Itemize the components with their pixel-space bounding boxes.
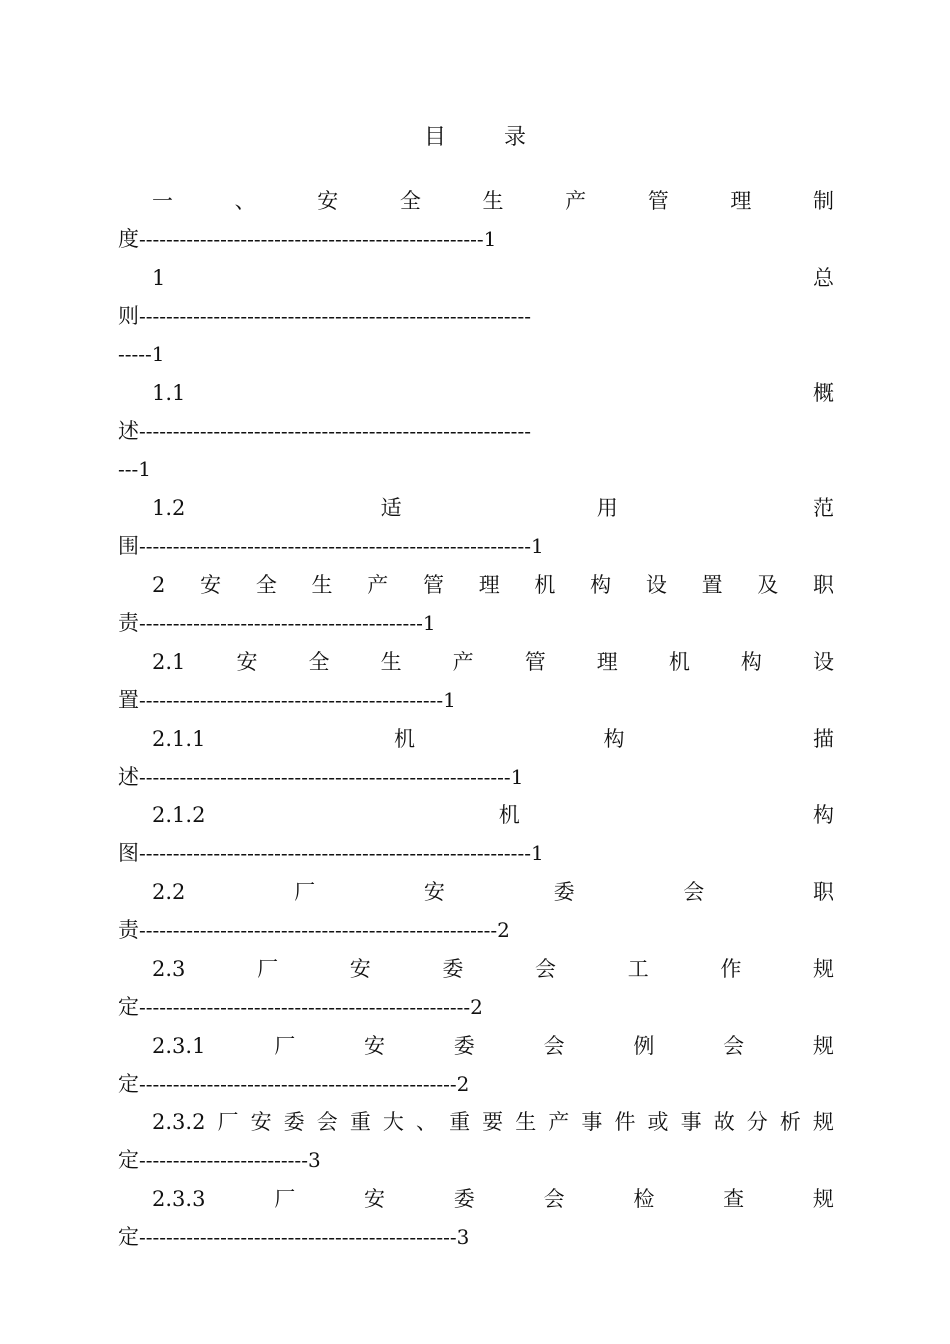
toc-page-number: 2: [470, 995, 483, 1019]
toc-entry-token: 会: [543, 1034, 565, 1058]
toc-entry-token: 厂: [274, 1034, 296, 1058]
toc-entry-token: 范: [812, 496, 834, 520]
toc-leader-dashes: ----------------------------------------------------------: [139, 304, 531, 328]
toc-entry-token: 置: [701, 573, 723, 597]
toc-entry-heading: [152, 493, 834, 523]
toc-entry-token: 构: [603, 727, 625, 751]
toc-entry-token: 一: [152, 189, 173, 213]
toc-entry-heading: [152, 877, 834, 907]
toc-entry-tail: 定: [118, 1225, 139, 1249]
toc-page-number: 1: [510, 765, 524, 789]
toc-entry-token: 要: [482, 1110, 504, 1134]
toc-leader-dashes: ---------------------------------------------------: [139, 227, 484, 251]
toc-leader-dashes: ------------------------------------------: [139, 611, 423, 635]
toc-entry-token: 重: [349, 1110, 371, 1134]
toc-entry-leader: [118, 301, 834, 331]
toc-entry-heading: [152, 954, 834, 984]
toc-entry-leader: [118, 224, 834, 254]
toc-entry-token: 规: [813, 957, 834, 981]
toc-leader-dashes: -----------------------------------------------: [139, 1072, 457, 1096]
toc-entry-tail: 定: [118, 995, 139, 1019]
toc-entry-token: 查: [723, 1187, 745, 1211]
toc-entry-token: 理: [478, 573, 500, 597]
toc-entry-token: 2.3.1: [152, 1034, 206, 1058]
toc-entry-tail: 责: [118, 611, 139, 635]
toc-entry-token: 安: [423, 880, 445, 904]
toc-page-number: 3: [307, 1148, 321, 1172]
toc-entry-token: 构: [813, 803, 834, 827]
toc-entry-token: 委: [453, 1034, 475, 1058]
toc-entry-token: 制: [813, 189, 834, 213]
toc-entry-token: 安: [250, 1110, 272, 1134]
toc-entry-token: 管: [422, 573, 444, 597]
toc-page-number: 1: [530, 534, 544, 558]
toc-entry-token: 厂: [294, 880, 316, 904]
toc-entry-heading: [152, 647, 834, 677]
toc-entry-heading: [152, 1184, 834, 1214]
toc-entry-heading: [152, 186, 834, 216]
toc-page-number: 2: [456, 1072, 470, 1096]
toc-entry-token: 析: [779, 1110, 801, 1134]
toc-entry-token: 会: [683, 880, 705, 904]
toc-entry-token: 安: [236, 650, 258, 674]
toc-entry-token: 生: [311, 573, 333, 597]
toc-entry-heading: [152, 378, 834, 408]
toc-entry-token: 委: [453, 1187, 475, 1211]
toc-leader-dashes: ----------------------------------------------------------: [139, 534, 531, 558]
toc-entry-token: 1.2: [152, 496, 186, 520]
toc-entry-leader: [118, 992, 834, 1022]
title-char: 录: [504, 125, 527, 150]
toc-entry-tail: 定: [118, 1072, 139, 1096]
toc-page-number: 2: [497, 918, 510, 942]
toc-entry-token: 2.3.3: [152, 1187, 206, 1211]
toc-entry-token: 工: [627, 957, 649, 981]
toc-entry-token: 总: [813, 266, 834, 290]
toc-page-number: -----1: [118, 342, 165, 366]
toc-leader-dashes: -------------------------: [139, 1148, 308, 1172]
title-char: 目: [423, 125, 446, 150]
toc-entry-token: 、: [234, 189, 256, 213]
toc-entry-token: 及: [757, 573, 779, 597]
toc-entry-token: 产: [367, 573, 389, 597]
toc-entry-tail: 述: [118, 765, 139, 789]
toc-page-number: 3: [456, 1225, 470, 1249]
toc-entry-heading: [152, 263, 834, 293]
toc-entry-token: 产: [452, 650, 474, 674]
toc-entry-token: 全: [399, 189, 421, 213]
toc-page-number: 1: [443, 688, 456, 712]
toc-page-number: 1: [483, 227, 497, 251]
toc-entry-token: 产: [565, 189, 587, 213]
toc-entry-leader: [118, 416, 834, 446]
toc-entry-token: 理: [730, 189, 752, 213]
toc-entry-token: 大: [382, 1110, 404, 1134]
toc-entry-token: 机: [534, 573, 556, 597]
toc-leader-dashes: ----------------------------------------------------------: [139, 841, 531, 865]
toc-entry-token: 厂: [217, 1110, 239, 1134]
toc-entry-token: 机: [668, 650, 690, 674]
toc-entry-tail: 度: [118, 227, 139, 251]
toc-entry-leader: [118, 1222, 834, 1252]
toc-entry-token: 2.1.2: [152, 803, 206, 827]
toc-entry-token: 全: [308, 650, 330, 674]
toc-entry-leader: [118, 608, 834, 638]
toc-entry-token: 2.3.2: [152, 1110, 206, 1134]
toc-entry-token: 安: [349, 957, 371, 981]
toc-entry-continuation: [118, 339, 834, 369]
toc-entry-token: 重: [449, 1110, 471, 1134]
toc-entry-tail: 责: [118, 918, 139, 942]
toc-leader-dashes: -------------------------------------------------: [139, 995, 471, 1019]
toc-entry-tail: 述: [118, 419, 139, 443]
toc-entry-tail: 围: [118, 534, 139, 558]
toc-entry-token: 委: [442, 957, 464, 981]
toc-entry-token: 机: [393, 727, 415, 751]
toc-entry-token: 管: [524, 650, 546, 674]
toc-entry-token: 会: [316, 1110, 338, 1134]
toc-entry-heading: [152, 1031, 834, 1061]
toc-entry-token: 厂: [274, 1187, 296, 1211]
toc-entry-token: 设: [812, 650, 834, 674]
toc-entry-token: 2.1: [152, 650, 186, 674]
toc-entry-token: 1: [152, 266, 166, 290]
toc-entry-token: 会: [543, 1187, 565, 1211]
toc-entry-token: 机: [498, 803, 520, 827]
toc-entry-token: 规: [812, 1034, 834, 1058]
toc-entry-token: 生: [380, 650, 402, 674]
toc-entry-token: 2: [152, 573, 166, 597]
toc-leader-dashes: -------------------------------------------------------: [139, 765, 511, 789]
toc-entry-heading: [152, 724, 834, 754]
toc-entry-token: 构: [740, 650, 762, 674]
toc-entry-token: 会: [535, 957, 557, 981]
toc-entry-token: 产: [548, 1110, 570, 1134]
toc-entry-token: 设: [645, 573, 667, 597]
toc-entry-leader: [118, 531, 834, 561]
toc-entry-token: 生: [482, 189, 504, 213]
toc-entry-token: 用: [596, 496, 618, 520]
toc-entry-token: 适: [380, 496, 402, 520]
toc-entry-token: 例: [633, 1034, 655, 1058]
toc-entry-token: 厂: [257, 957, 279, 981]
toc-entry-token: 安: [317, 189, 339, 213]
page-title: [0, 120, 950, 151]
toc-entry-token: 全: [255, 573, 277, 597]
toc-leader-dashes: ----------------------------------------------------------: [139, 419, 531, 443]
toc-entry-tail: 定: [118, 1148, 139, 1172]
toc-entry-token: 职: [813, 880, 834, 904]
toc-entry-token: 职: [813, 573, 834, 597]
toc-entry-token: 、: [415, 1110, 437, 1134]
toc-entry-token: 2.3: [152, 957, 186, 981]
toc-entry-token: 构: [590, 573, 612, 597]
toc-entry-token: 作: [720, 957, 742, 981]
toc-entry-token: 生: [515, 1110, 537, 1134]
toc-entry-token: 事: [680, 1110, 702, 1134]
toc-entry-token: 安: [364, 1034, 385, 1058]
toc-entry-token: 故: [713, 1110, 735, 1134]
toc-entry-continuation: [118, 454, 834, 484]
toc-entry-token: 安: [364, 1187, 385, 1211]
toc-entry-token: 件: [614, 1110, 636, 1134]
toc-entry-leader: [118, 1145, 834, 1175]
toc-entry-token: 规: [812, 1110, 834, 1134]
toc-entry-token: 会: [723, 1034, 745, 1058]
toc-entry-token: 事: [581, 1110, 603, 1134]
toc-entry-token: 2.1.1: [152, 727, 206, 751]
toc-entry-token: 2.2: [152, 880, 186, 904]
toc-entry-token: 规: [812, 1187, 834, 1211]
toc-entry-heading: [152, 1107, 834, 1137]
toc-entry-token: 概: [813, 381, 834, 405]
toc-leader-dashes: ---------------------------------------------: [139, 688, 444, 712]
toc-entry-tail: 图: [118, 841, 139, 865]
toc-entry-token: 分: [746, 1110, 768, 1134]
toc-entry-tail: 置: [118, 688, 139, 712]
toc-entry-token: 1.1: [152, 381, 186, 405]
toc-entry-leader: [118, 762, 834, 792]
toc-page-number: ---1: [118, 457, 151, 481]
toc-entry-tail: 则: [118, 304, 139, 328]
toc-entry-heading: [152, 800, 834, 830]
toc-entry-token: 委: [553, 880, 575, 904]
toc-entry-token: 或: [647, 1110, 669, 1134]
toc-leader-dashes: -----------------------------------------------: [139, 1225, 457, 1249]
toc-entry-leader: [118, 838, 834, 868]
toc-entry-token: 安: [200, 573, 222, 597]
toc-entry-leader: [118, 1069, 834, 1099]
toc-entry-token: 描: [812, 727, 834, 751]
toc-entry-heading: [152, 570, 834, 600]
toc-page-number: 1: [422, 611, 436, 635]
toc-entry-token: 管: [647, 189, 669, 213]
toc-entry-leader: [118, 685, 834, 715]
toc-entry-token: 理: [596, 650, 618, 674]
toc-page-number: 1: [530, 841, 544, 865]
toc-entry-token: 委: [283, 1110, 305, 1134]
toc-entry-leader: [118, 915, 834, 945]
toc-leader-dashes: -----------------------------------------------------: [139, 918, 498, 942]
toc-entry-token: 检: [633, 1187, 655, 1211]
